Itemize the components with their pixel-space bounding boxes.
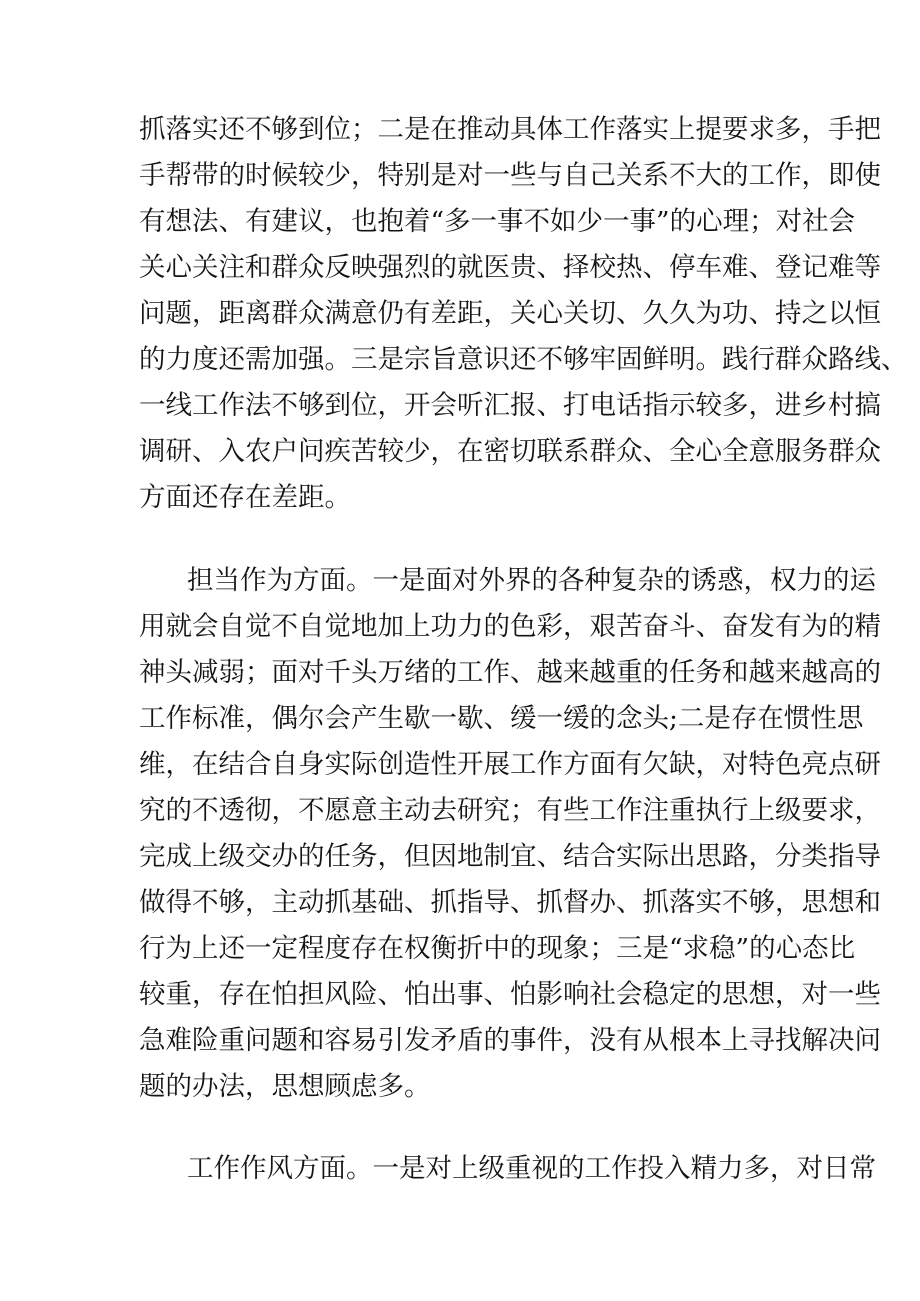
paragraph-line: 一线工作法不够到位，开会听汇报、打电话指示较多，进乡村搞 [139, 390, 881, 421]
paragraph-line: 究的不透彻，不愿意主动去研究；有些工作注重执行上级要求， [139, 795, 881, 826]
paragraph-line: 神头减弱；面对千头万绪的工作、越来越重的任务和越来越高的 [139, 657, 881, 688]
paragraph-line: 题的办法，思想顾虑多。 [139, 1071, 431, 1102]
paragraph-line: 关心关注和群众反映强烈的就医贵、择校热、停车难、登记难等 [139, 252, 881, 283]
paragraph-line: 完成上级交办的任务，但因地制宜、结合实际出思路，分类指导 [139, 841, 881, 872]
paragraph-line: 工作作风方面。一是对上级重视的工作投入精力多，对日常 [187, 1153, 876, 1184]
paragraph-line: 较重，存在怕担风险、怕出事、怕影响社会稳定的思想，对一些 [139, 979, 881, 1010]
paragraph-line: 的力度还需加强。三是宗旨意识还不够牢固鲜明。践行群众路线、 [139, 344, 908, 375]
paragraph-line: 维，在结合自身实际创造性开展工作方面有欠缺，对特色亮点研 [139, 749, 881, 780]
paragraph-line: 做得不够，主动抓基础、抓指导、抓督办、抓落实不够，思想和 [139, 887, 881, 918]
paragraph-line: 手帮带的时候较少，特别是对一些与自己关系不大的工作，即使 [139, 160, 881, 191]
paragraph-line: 工作标准，偶尔会产生歇一歇、缓一缓的念头;二是存在惯性思 [139, 703, 864, 734]
paragraph-line: 方面还存在差距。 [139, 482, 351, 513]
paragraph-line: 问题，距离群众满意仍有差距，关心关切、久久为功、持之以恒 [139, 298, 881, 329]
paragraph-line: 用就会自觉不自觉地加上功力的色彩，艰苦奋斗、奋发有为的精 [139, 611, 881, 642]
paragraph-line: 担当作为方面。一是面对外界的各种复杂的诱惑，权力的运 [187, 565, 876, 596]
paragraph-line: 行为上还一定程度存在权衡折中的现象；三是“求稳”的心态比 [139, 933, 856, 964]
paragraph-line: 调研、入农户问疾苦较少，在密切联系群众、全心全意服务群众 [139, 436, 881, 467]
paragraph-line: 有想法、有建议，也抱着“多一事不如少一事”的心理；对社会 [139, 206, 856, 237]
paragraph-line: 抓落实还不够到位；二是在推动具体工作落实上提要求多，手把 [139, 114, 881, 145]
paragraph-line: 急难险重问题和容易引发矛盾的事件，没有从根本上寻找解决问 [139, 1025, 881, 1056]
